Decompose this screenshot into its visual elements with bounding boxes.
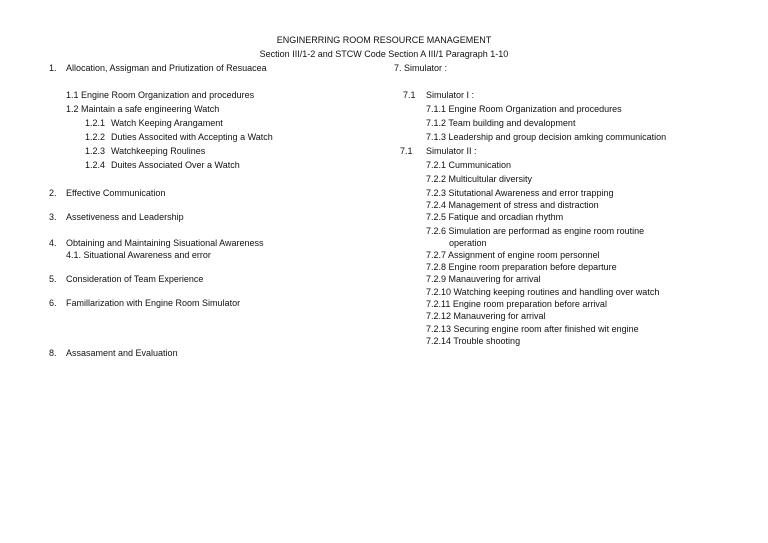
- section-5-heading: Consideration of Team Experience: [66, 274, 204, 284]
- simulator-2-item: 7.2.7 Assignment of engine room personnel: [426, 250, 600, 260]
- simulator-2-number: 7.1: [400, 146, 413, 156]
- section-8-number: 8.: [49, 348, 57, 358]
- item-1-2-4-number: 1.2.4: [85, 160, 106, 170]
- item-4-1: 4.1. Situational Awareness and error: [66, 250, 211, 260]
- section-1-heading: Allocation, Assigman and Priutization of Resuacea: [66, 63, 267, 73]
- document-subtitle: Section III/1-2 and STCW Code Section A III/1 Paragraph 1-10: [259, 49, 509, 59]
- section-2-number: 2.: [49, 188, 57, 198]
- item-1-2: 1.2 Maintain a safe engineering Watch: [66, 104, 220, 114]
- simulator-1-item: 7.1.1 Engine Room Organization and procedures: [426, 104, 622, 114]
- simulator-2-item: 7.2.9 Manauvering for arrival: [426, 274, 541, 284]
- item-1-2-2-number: 1.2.2: [85, 132, 106, 142]
- section-6-number: 6.: [49, 298, 57, 308]
- simulator-2-item: 7.2.5 Fatique and orcadian rhythm: [426, 212, 564, 222]
- simulator-2-item: 7.2.14 Trouble shooting: [426, 336, 521, 346]
- simulator-2-item: 7.2.2 Multicultular diversity: [426, 174, 533, 184]
- item-1-2-1-number: 1.2.1: [85, 118, 106, 128]
- section-4-heading: Obtaining and Maintaining Sisuational Awareness: [66, 238, 264, 248]
- simulator-2-item: 7.2.10 Watching keeping routines and handling over watch: [426, 287, 660, 297]
- item-1-2-2: Duties Associted with Accepting a Watch: [111, 132, 273, 142]
- section-8-heading: Assasament and Evaluation: [66, 348, 178, 358]
- section-6-heading: Famillarization with Engine Room Simulator: [66, 298, 241, 308]
- item-1-2-4: Duites Associated Over a Watch: [111, 160, 240, 170]
- section-2-heading: Effective Communication: [66, 188, 166, 198]
- item-1-2-3: Watchkeeping Roulines: [111, 146, 206, 156]
- simulator-2-heading: Simulator II :: [426, 146, 477, 156]
- section-7-heading: 7. Simulator :: [394, 63, 448, 73]
- item-1-2-3-number: 1.2.3: [85, 146, 106, 156]
- simulator-2-item: 7.2.1 Cummunication: [426, 160, 512, 170]
- simulator-2-item: 7.2.3 Situtational Awareness and error trapping: [426, 188, 614, 198]
- simulator-2-item: 7.2.6 Simulation are performad as engine room routine: [426, 226, 645, 236]
- simulator-1-item: 7.1.3 Leadership and group decision amking communication: [426, 132, 667, 142]
- section-5-number: 5.: [49, 274, 57, 284]
- simulator-2-item: 7.2.11 Engine room preparation before arrival: [426, 299, 607, 309]
- simulator-1-number: 7.1: [403, 90, 416, 100]
- section-3-number: 3.: [49, 212, 57, 222]
- simulator-2-item: 7.2.4 Management of stress and distraction: [426, 200, 599, 210]
- simulator-2-item: 7.2.8 Engine room preparation before departure: [426, 262, 617, 272]
- item-1-2-1: Watch Keeping Arangament: [111, 118, 223, 128]
- simulator-2-item-continuation: operation: [449, 238, 487, 248]
- item-1-1: 1.1 Engine Room Organization and procedures: [66, 90, 255, 100]
- section-3-heading: Assetiveness and Leadership: [66, 212, 184, 222]
- simulator-2-item: 7.2.12 Manauvering for arrival: [426, 311, 546, 321]
- simulator-2-item: 7.2.13 Securing engine room after finished wit engine: [426, 324, 639, 334]
- section-1-number: 1.: [49, 63, 57, 73]
- section-4-number: 4.: [49, 238, 57, 248]
- simulator-1-item: 7.1.2 Team building and devalopment: [426, 118, 576, 128]
- simulator-1-heading: Simulator I :: [426, 90, 475, 100]
- document-title: ENGINERRING ROOM RESOURCE MANAGEMENT: [276, 35, 492, 45]
